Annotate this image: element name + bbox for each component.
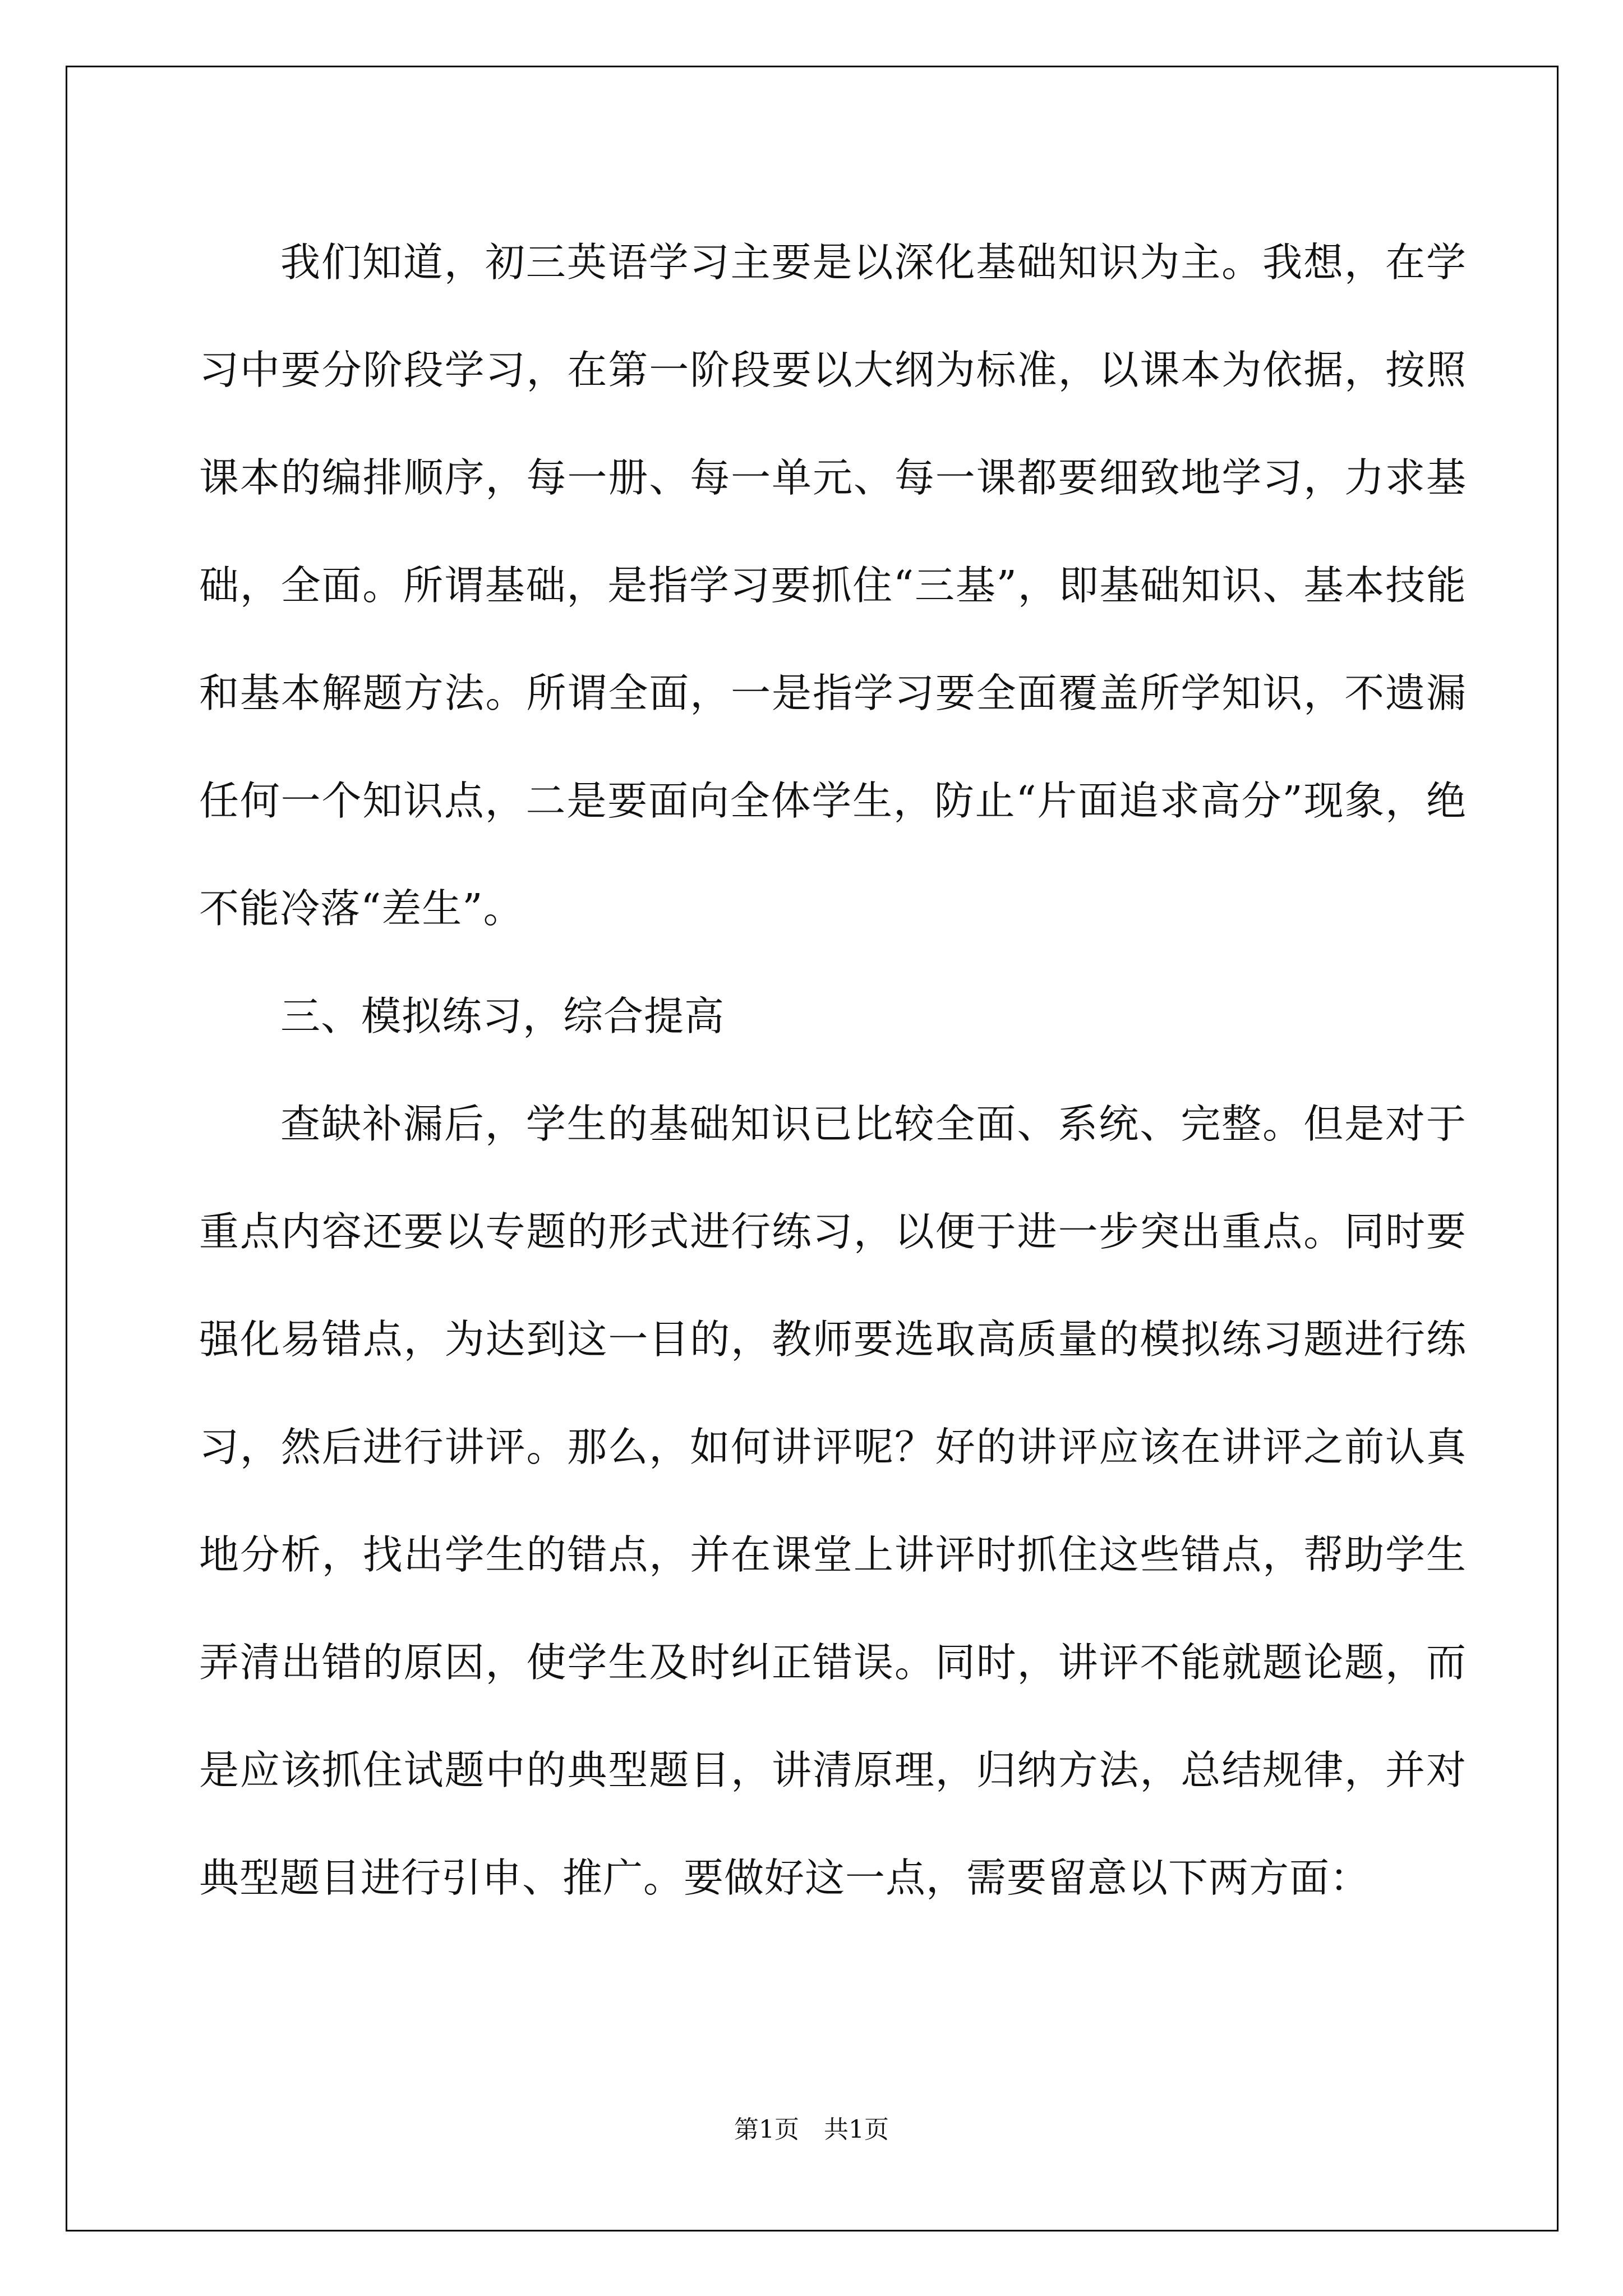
page-footer — [0, 2109, 1623, 2145]
document-body — [199, 209, 1467, 1932]
paragraph-basics: 我们知道，初三英语学习主要是以深化基础知识为主。我想，在学习中要分阶段学习，在第一阶段要以大纲为标准，以课本为依据，按照课本的编排顺序，每一册、每一单元、每一课都要细致地学习，力求基础，全面。所谓基础，是指学习要抓住“三基”，即基础知识、基本技能和基本解题方法。所谓全面，一是指学习要全面覆盖所学知识，不遗漏任何一个知识点，二是要面向全体学生，防止“片面追求高分”现象，绝不能冷落“差生”。 — [199, 239, 1467, 932]
paragraph-practice: 查缺补漏后，学生的基础知识已比较全面、系统、完整。但是对于重点内容还要以专题的形式进行练习，以便于进一步突出重点。同时要强化易错点，为达到这一目的，教师要选取高质量的模拟练习题进行练习，然后进行讲评。那么，如何讲评呢？好的讲评应该在讲评之前认真地分析，找出学生的错点，并在课堂上讲评时抓住这些错点，帮助学生弄清出错的原因，使学生及时纠正错误。同时，讲评不能就题论题，而是应该抓住试题中的典型题目，讲清原理，归纳方法，总结规律，并对典型题目进行引申、推广。要做好这一点，需要留意以下两方面： — [199, 1101, 1467, 1901]
page-total: 共1页 — [824, 2115, 889, 2144]
page-number: 第1页 — [734, 2115, 799, 2144]
section-heading: 三、模拟练习，综合提高 — [280, 993, 725, 1039]
